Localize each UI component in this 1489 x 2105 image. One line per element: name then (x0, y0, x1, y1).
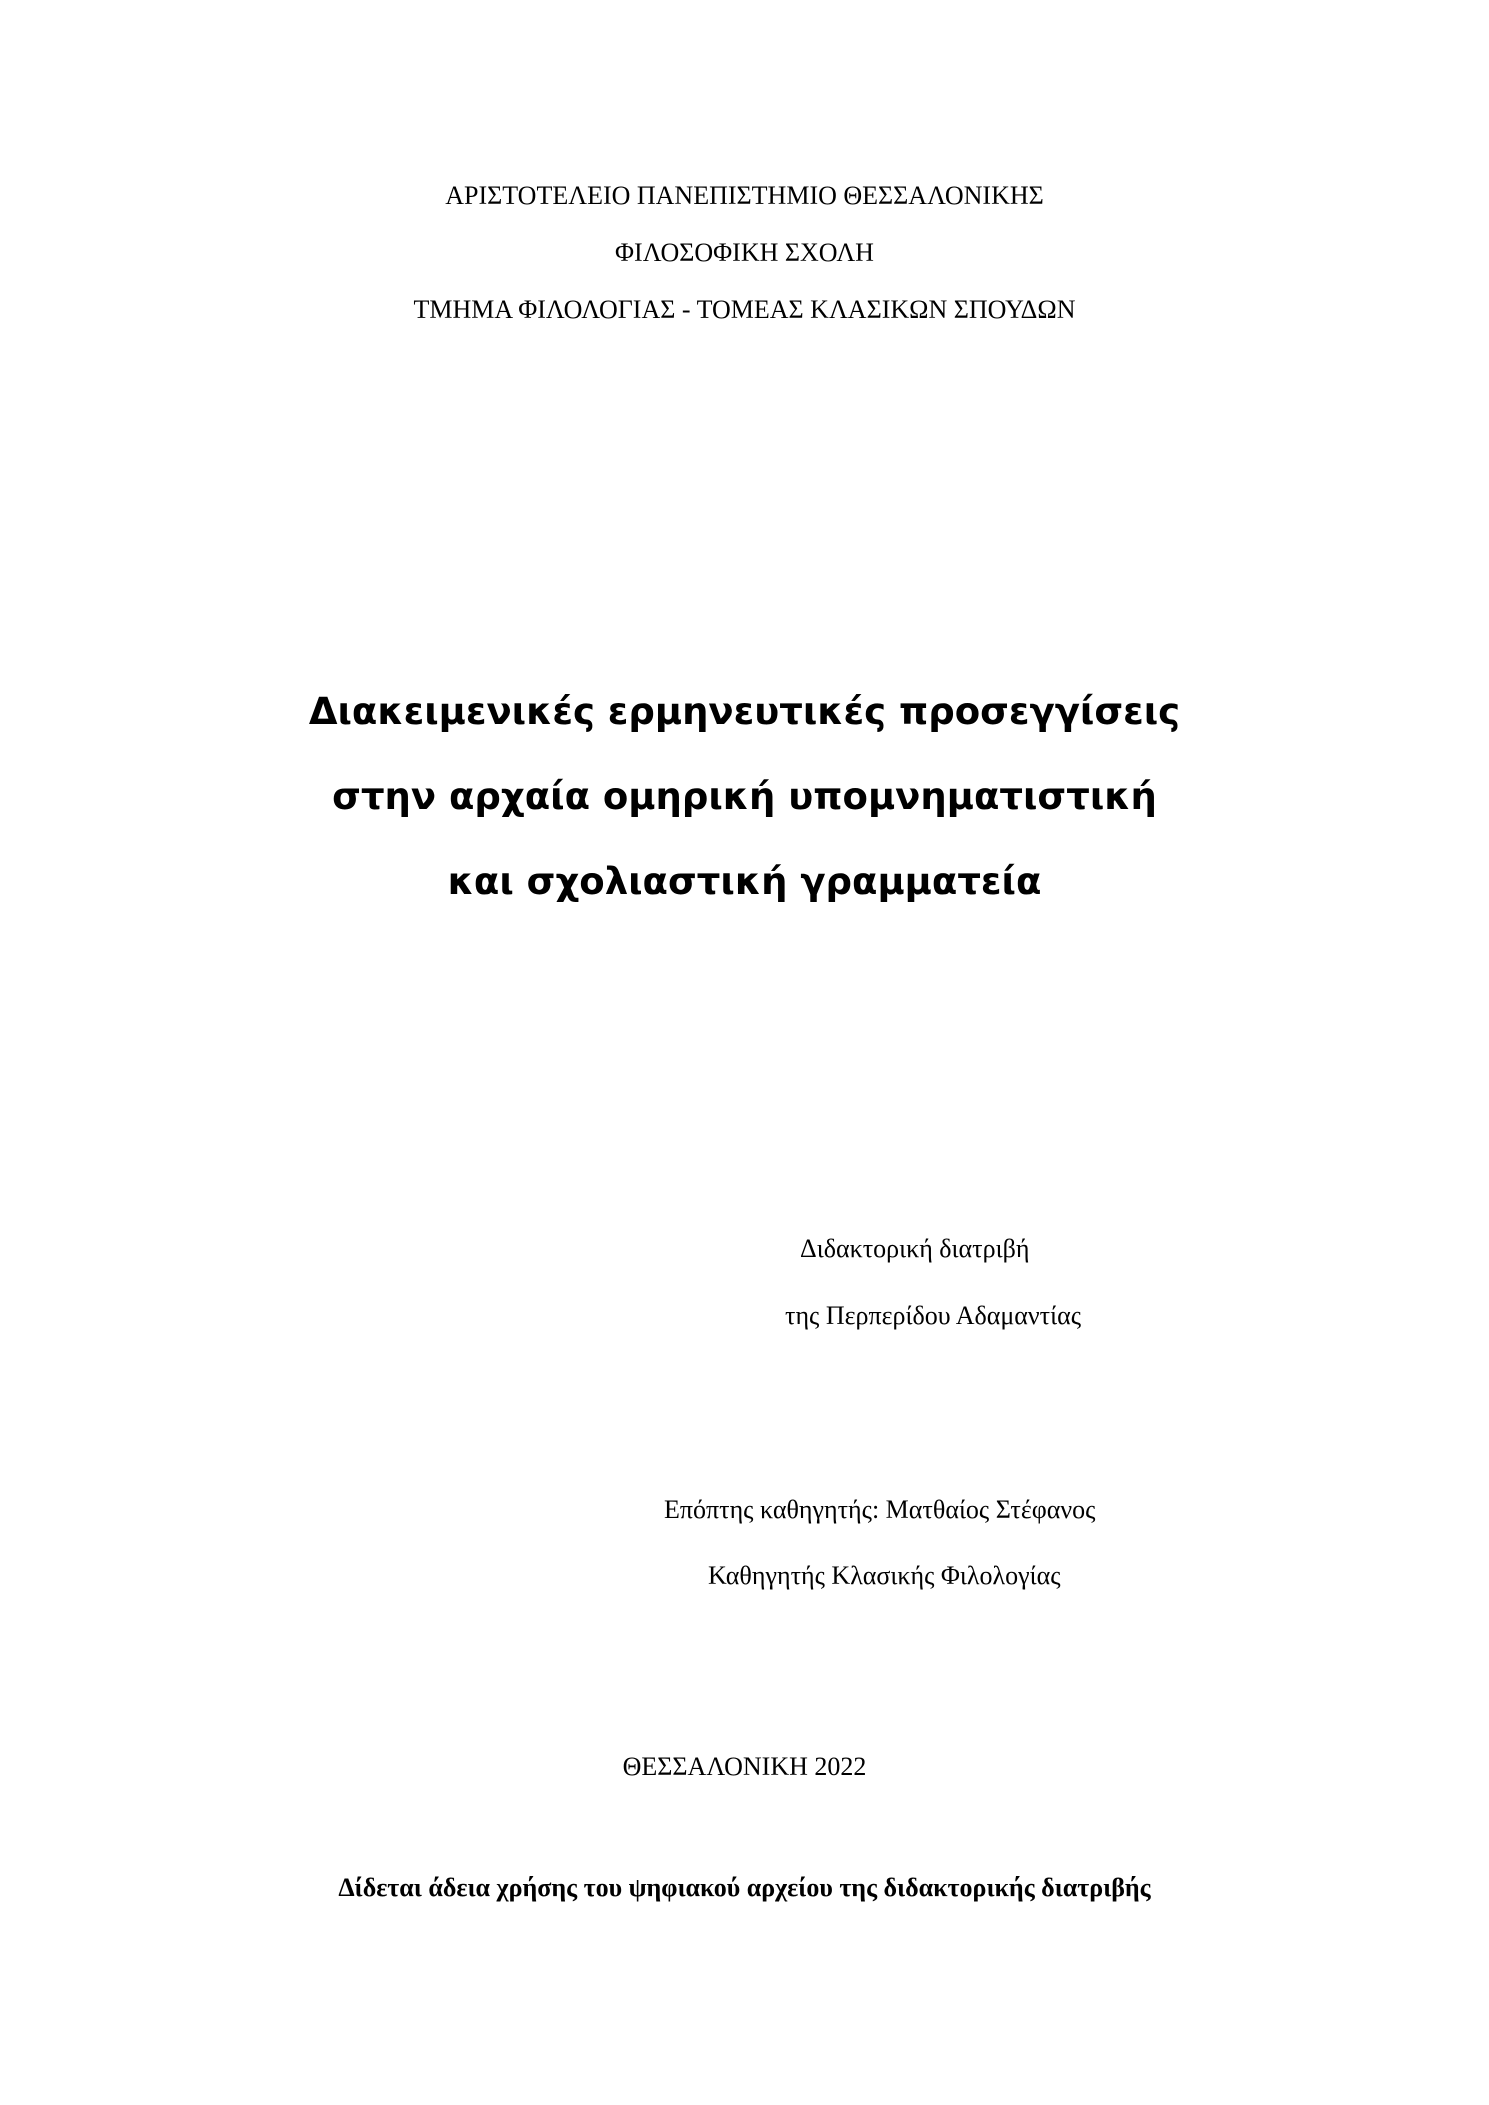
supervisor-name: Επόπτης καθηγητής: Ματθαίος Στέφανος (664, 1495, 1096, 1524)
thesis-title-line-2: στην αρχαία ομηρική υπομνηματιστική (332, 775, 1157, 818)
thesis-type: Διδακτορική διατριβή (800, 1234, 1030, 1263)
license-notice: Δίδεται άδεια χρήσης του ψηφιακού αρχείου της διδακτορικής διατριβής (338, 1873, 1151, 1902)
supervisor-position: Καθηγητής Κλασικής Φιλολογίας (708, 1561, 1061, 1590)
thesis-title-line-1: Διακειμενικές ερμηνευτικές προσεγγίσεις (308, 690, 1181, 733)
thesis-title-line-3: και σχολιαστική γραμματεία (447, 860, 1042, 903)
department-name: ΤΜΗΜΑ ΦΙΛΟΛΟΓΙΑΣ - ΤΟΜΕΑΣ ΚΛΑΣΙΚΩΝ ΣΠΟΥΔΩΝ (413, 295, 1076, 324)
faculty-name: ΦΙΛΟΣΟΦΙΚΗ ΣΧΟΛΗ (615, 238, 874, 267)
place-year: ΘΕΣΣΑΛΟΝΙΚΗ 2022 (622, 1752, 867, 1781)
thesis-author: της Περπερίδου Αδαμαντίας (785, 1301, 1082, 1330)
university-name: ΑΡΙΣΤΟΤΕΛΕΙΟ ΠΑΝΕΠΙΣΤΗΜΙΟ ΘΕΣΣΑΛΟΝΙΚΗΣ (445, 181, 1044, 210)
